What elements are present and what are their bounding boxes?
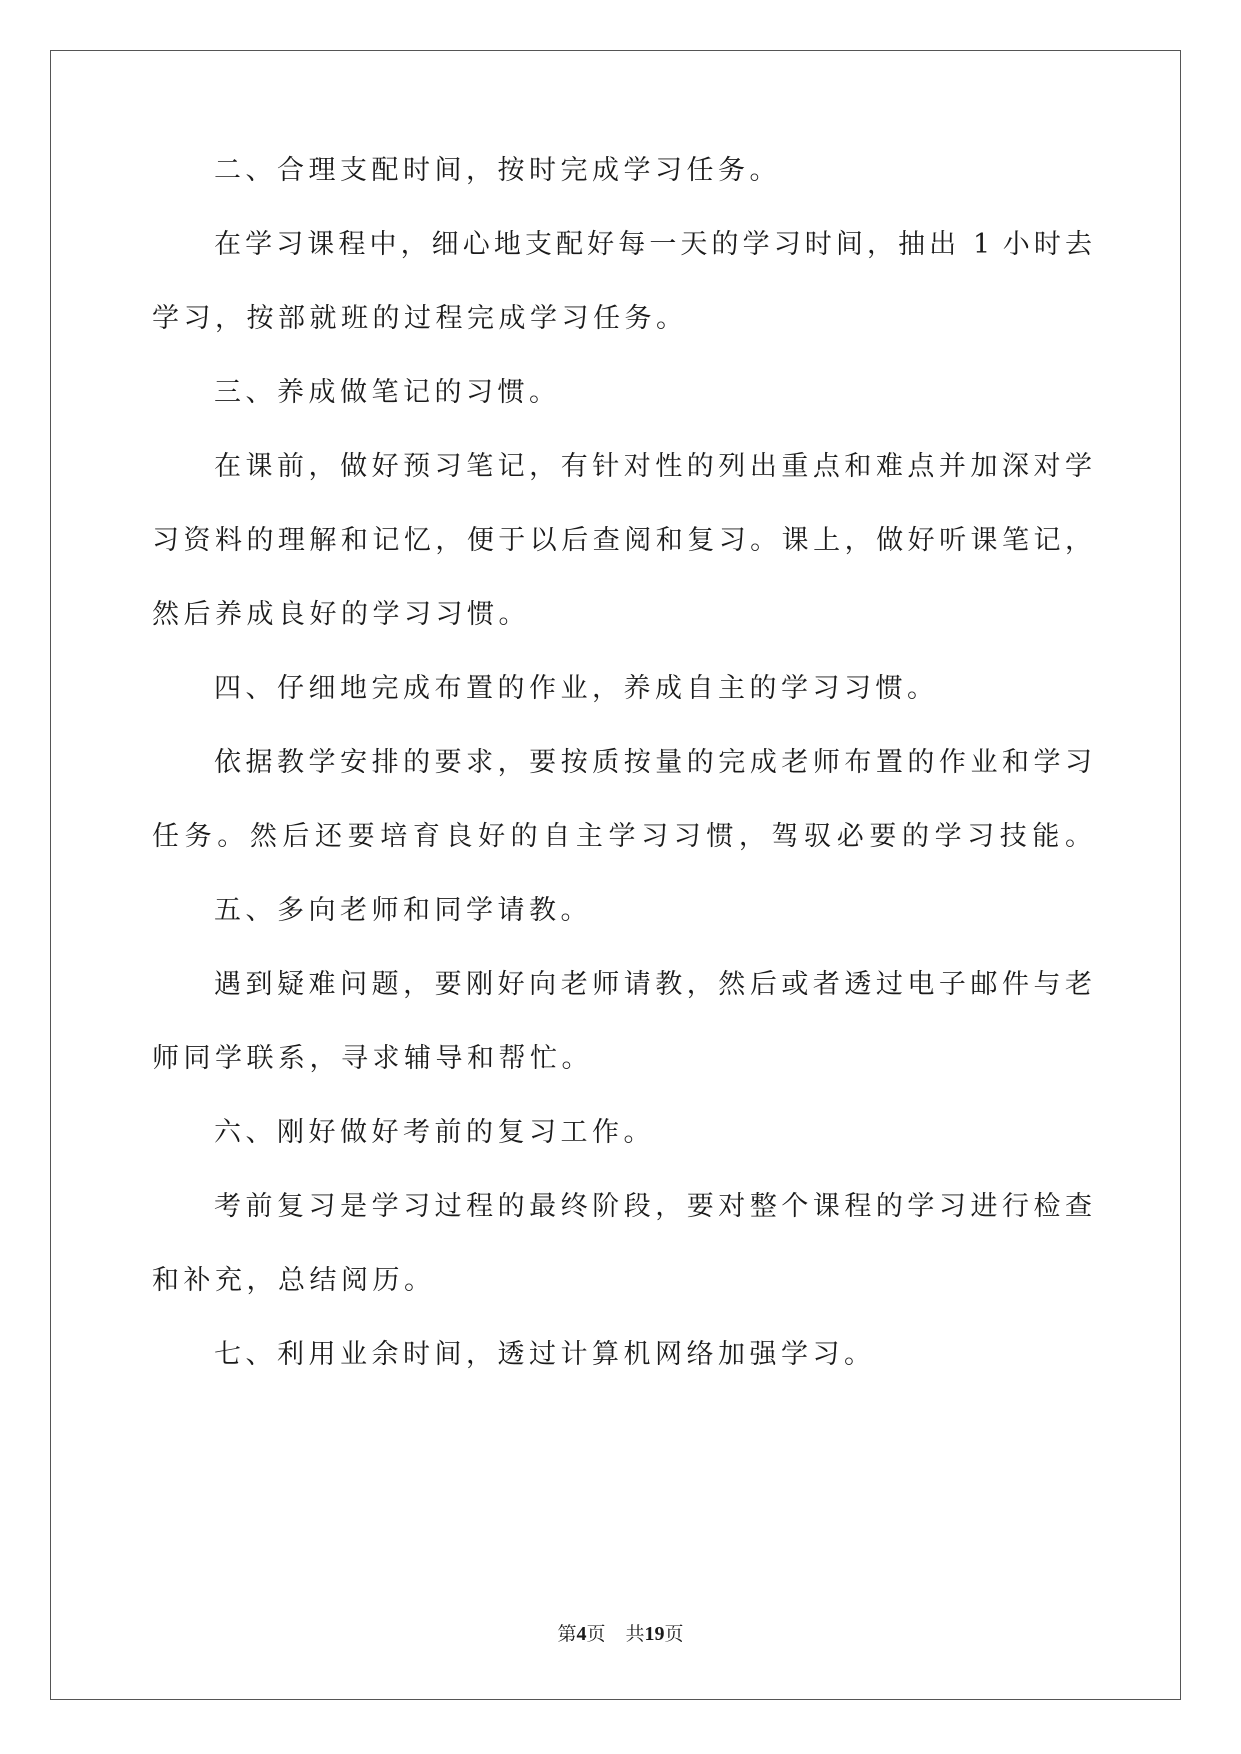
heading-4: 四、仔细地完成布置的作业，养成自主的学习习惯。 xyxy=(214,673,939,704)
paragraph-line: 师同学联系，寻求辅导和帮忙。 xyxy=(152,1043,593,1074)
paragraph-line: 遇到疑难问题，要刚好向老师请教，然后或者透过电子邮件与老 xyxy=(214,969,1092,1000)
footer-prefix: 第 xyxy=(557,1623,577,1645)
page-footer xyxy=(0,1622,1241,1646)
paragraph-line: 和补充，总结阅历。 xyxy=(152,1265,436,1296)
paragraph-line: 依据教学安排的要求，要按质按量的完成老师布置的作业和学习 xyxy=(214,747,1092,778)
heading-6: 六、刚好做好考前的复习工作。 xyxy=(214,1117,655,1148)
paragraph-line: 任务。然后还要培育良好的自主学习习惯，驾驭必要的学习技能。 xyxy=(152,821,1092,852)
footer-total-suffix: 页 xyxy=(664,1623,684,1645)
footer-total-prefix: 共 xyxy=(625,1623,645,1645)
total-page-count: 19 xyxy=(644,1623,665,1645)
footer-page-suffix: 页 xyxy=(586,1623,606,1645)
paragraph-line: 学习，按部就班的过程完成学习任务。 xyxy=(152,303,688,334)
paragraph-line: 在学习课程中，细心地支配好每一天的学习时间，抽出 1 小时去 xyxy=(214,229,1092,260)
heading-5: 五、多向老师和同学请教。 xyxy=(214,895,592,926)
page-border xyxy=(50,50,1181,1700)
current-page-number: 4 xyxy=(576,1623,587,1645)
heading-3: 三、养成做笔记的习惯。 xyxy=(214,377,561,408)
paragraph-line: 在课前，做好预习笔记，有针对性的列出重点和难点并加深对学 xyxy=(214,451,1092,482)
heading-7: 七、利用业余时间，透过计算机网络加强学习。 xyxy=(214,1339,876,1370)
paragraph-line: 然后养成良好的学习习惯。 xyxy=(152,599,530,630)
paragraph-line: 习资料的理解和记忆，便于以后查阅和复习。课上，做好听课笔记， xyxy=(152,525,1092,556)
heading-2: 二、合理支配时间，按时完成学习任务。 xyxy=(214,155,781,186)
paragraph-line: 考前复习是学习过程的最终阶段，要对整个课程的学习进行检查 xyxy=(214,1191,1092,1222)
